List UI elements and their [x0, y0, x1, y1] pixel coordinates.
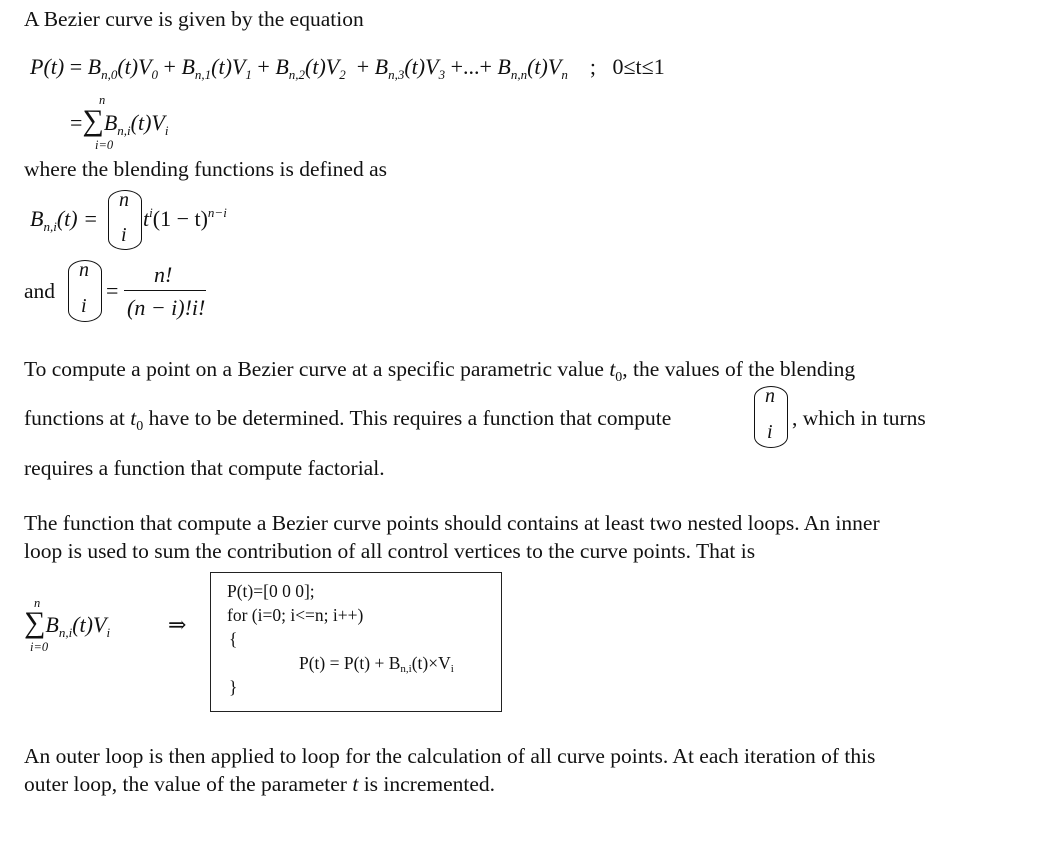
blend-rhs: $t^i(1 - t)^{n-i}$ — [143, 205, 227, 231]
binom-denominator: (n − i)!i! — [127, 295, 206, 320]
code-line-2: for (i=0; i<=n; i++) — [227, 605, 364, 625]
sum-upper-limit: n — [34, 596, 41, 610]
where-text: where the blending functions is defined as — [24, 157, 388, 181]
code-open-brace: { — [229, 629, 238, 649]
para1-line3: requires a function that compute factorial. — [24, 456, 385, 480]
and-label: and — [24, 279, 56, 303]
para1-binom-top: n — [765, 385, 775, 407]
para3-line2: outer loop, the value of the parameter t is incremented. — [24, 772, 496, 796]
para1-line2: functions at $t_0$ have to be determined. This requires a function that compute — [24, 406, 672, 434]
eq1-term-1: $B_{n,1}(t)V_1$ — [181, 54, 252, 82]
eq2-upper-limit: n — [99, 93, 106, 107]
bezier-equation: $P(t) = B_{n,0}(t)V_0 + B_{n,1}(t)V_1 + B_{n,2}(t)V_2 + B_{n,3}(t)V_3$ +...+ $B_{n,n}(t)V_n$ ; 0≤t≤1 — [30, 54, 665, 82]
sigma-icon: ∑ — [24, 606, 46, 639]
implies-arrow-icon: ⇒ — [168, 612, 187, 637]
blend-binom-bottom: i — [121, 224, 127, 246]
para2-line2: loop is used to sum the contribution of all control vertices to the curve points. That is — [24, 539, 756, 563]
eq1-term-0: $B_{n,0}(t)V_0$ — [87, 54, 159, 82]
eq1-p: P(t) — [30, 54, 65, 79]
eq1-equals: = — [69, 54, 83, 79]
intro-text: A Bezier curve is given by the equation — [24, 7, 364, 31]
eq1-term-last: $B_{n,n}(t)V_n$ — [497, 54, 568, 82]
eq1-semicolon: ; — [589, 54, 596, 79]
binom-bottom: i — [81, 295, 87, 317]
eq1-range: 0≤t≤1 — [612, 54, 665, 79]
binom-top: n — [79, 259, 89, 281]
eq1-term-3: $B_{n,3}(t)V_3$ — [374, 54, 446, 82]
para1-line1: To compute a point on a Bezier curve at a specific parametric value $t_0$, the values of the blending — [24, 357, 856, 385]
binom-numerator: n! — [154, 262, 173, 287]
fraction-bar — [124, 290, 206, 291]
eq2-summation: $=\sum B_{n,i}(t)V_i$ — [70, 104, 169, 138]
sum-lower-limit: i=0 — [30, 640, 49, 654]
para2-line1: The function that compute a Bezier curve points should contains at least two nested loops. An inner — [24, 511, 880, 535]
code-close-brace: } — [229, 677, 238, 697]
eq2-lower-limit: i=0 — [95, 138, 114, 152]
para1-line2-end: , which in turns — [792, 406, 926, 430]
sum-expression: $\sum B_{n,i}(t)V_i$ — [24, 606, 111, 640]
code-line-1: P(t)=[0 0 0]; — [227, 581, 315, 601]
para3-line1: An outer loop is then applied to loop for the calculation of all curve points. At each iteration of this — [24, 744, 876, 768]
binom-equals: = — [106, 278, 119, 303]
eq1-term-2: $B_{n,2}(t)V_2$ — [275, 54, 346, 82]
para1-binom-bottom: i — [767, 421, 773, 443]
code-line-4: $P(t) = P(t) + B_{n,i}(t)\times V_i$ — [299, 653, 454, 675]
blend-binom-top: n — [119, 189, 129, 211]
sigma-icon: ∑ — [82, 104, 104, 137]
code-box — [210, 572, 502, 712]
blend-lhs: $B_{n,i}(t)$ = — [30, 206, 98, 234]
